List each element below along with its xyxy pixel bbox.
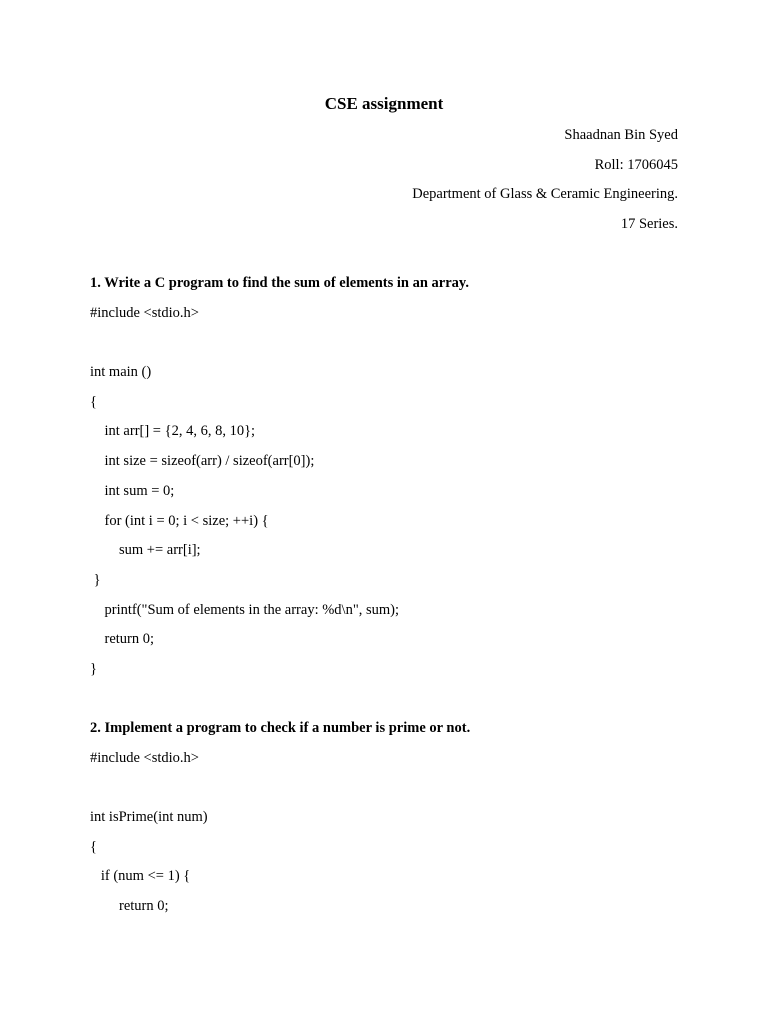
code-line: printf("Sum of elements in the array: %d\n", sum);: [90, 601, 400, 618]
code-line: {: [90, 838, 97, 855]
code-line: int size = sizeof(arr) / sizeof(arr[0]);: [90, 453, 315, 470]
code-line: sum += arr[i];: [90, 542, 201, 559]
question-2: [90, 717, 470, 925]
code-line: }: [90, 571, 101, 588]
code-line: int arr[] = {2, 4, 6, 8, 10};: [90, 423, 256, 440]
author-info: [412, 124, 678, 243]
code-line: return 0;: [90, 631, 155, 648]
code-line: if (num <= 1) {: [90, 868, 191, 885]
question-1-title: 1. Write a C program to find the sum of elements in an array.: [90, 275, 469, 291]
code-line: int main (): [90, 364, 152, 381]
page-title: CSE assignment: [324, 94, 444, 113]
author-roll: Roll: 1706045: [594, 156, 678, 173]
code-line: #include <stdio.h>: [90, 749, 199, 766]
code-line: int sum = 0;: [90, 482, 175, 499]
code-line: return 0;: [90, 898, 169, 915]
author-name: Shaadnan Bin Syed: [564, 127, 678, 143]
code-line: [90, 331, 469, 361]
question-1: [90, 272, 469, 688]
author-series: 17 Series.: [620, 216, 678, 233]
code-line: [90, 776, 470, 806]
code-line: {: [90, 393, 97, 410]
code-line: for (int i = 0; i < size; ++i) {: [90, 512, 269, 529]
author-department: Department of Glass & Ceramic Engineering.: [412, 186, 678, 203]
code-line: }: [90, 660, 97, 677]
code-line: int isPrime(int num): [90, 809, 208, 826]
question-2-title: 2. Implement a program to check if a number is prime or not.: [90, 720, 471, 736]
code-line: #include <stdio.h>: [90, 304, 199, 321]
